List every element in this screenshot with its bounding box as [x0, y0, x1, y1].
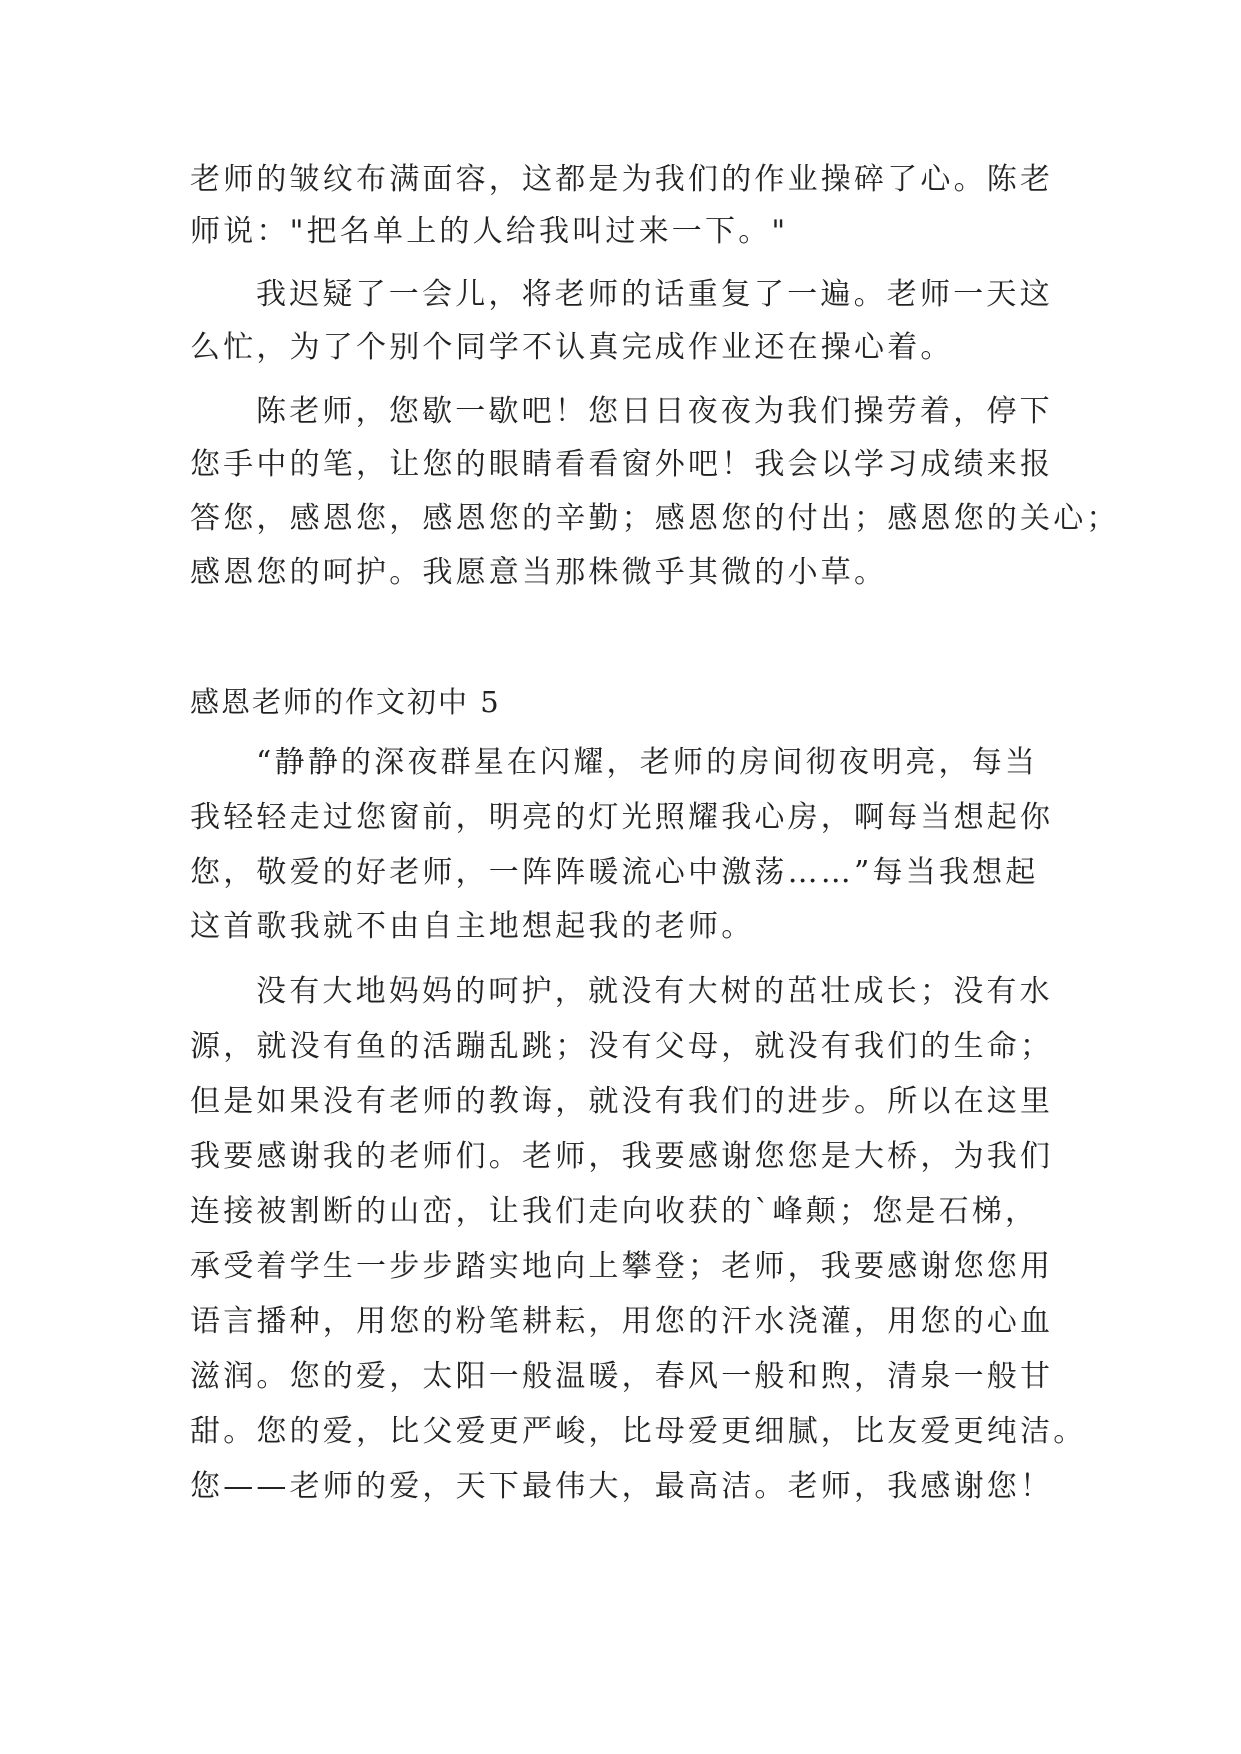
paragraph-line: 我要感谢我的老师们。老师，我要感谢您您是大桥，为我们	[190, 1139, 1054, 1174]
paragraph-line: 您，敬爱的好老师，一阵阵暖流心中激荡……”每当我想起	[190, 855, 1039, 890]
paragraph-line: 没有大地妈妈的呵护，就没有大树的茁壮成长；没有水	[256, 974, 1053, 1009]
paragraph-line: 老师的皱纹布满面容，这都是为我们的作业操碎了心。陈老	[190, 162, 1054, 197]
paragraph-line: 但是如果没有老师的教诲，就没有我们的进步。所以在这里	[190, 1084, 1054, 1119]
paragraph-line: 我轻轻走过您窗前，明亮的灯光照耀我心房，啊每当想起你	[190, 800, 1054, 835]
paragraph-line: “静静的深夜群星在闪耀，老师的房间彻夜明亮，每当	[256, 745, 1039, 780]
paragraph-line: 答您，感恩您，感恩您的辛勤；感恩您的付出；感恩您的关心；	[190, 501, 1120, 536]
paragraph-line: 您——老师的爱，天下最伟大，最高洁。老师，我感谢您！	[190, 1469, 1054, 1504]
paragraph-line: 语言播种，用您的粉笔耕耘，用您的汗水浇灌，用您的心血	[190, 1304, 1054, 1339]
paragraph-line: 您手中的笔，让您的眼睛看看窗外吧！我会以学习成绩来报	[190, 447, 1054, 482]
paragraph-line: 师说："把名单上的人给我叫过来一下。"	[190, 214, 789, 249]
paragraph-line: 我迟疑了一会儿，将老师的话重复了一遍。老师一天这	[256, 277, 1053, 312]
paragraph-line: 感恩您的呵护。我愿意当那株微乎其微的小草。	[190, 555, 888, 590]
section-heading: 感恩老师的作文初中 5	[190, 685, 501, 719]
paragraph-line: 承受着学生一步步踏实地向上攀登；老师，我要感谢您您用	[190, 1249, 1054, 1284]
paragraph-line: 滋润。您的爱，太阳一般温暖，春风一般和煦，清泉一般甘	[190, 1359, 1054, 1394]
paragraph-line: 连接被割断的山峦，让我们走向收获的`峰颠；您是石梯，	[190, 1194, 1039, 1229]
paragraph-line: 这首歌我就不由自主地想起我的老师。	[190, 909, 755, 944]
paragraph-line: 陈老师，您歇一歇吧！您日日夜夜为我们操劳着，停下	[256, 394, 1053, 429]
paragraph-line: 么忙，为了个别个同学不认真完成作业还在操心着。	[190, 330, 954, 365]
paragraph-line: 甜。您的爱，比父爱更严峻，比母爱更细腻，比友爱更纯洁。	[190, 1414, 1087, 1449]
paragraph-line: 源，就没有鱼的活蹦乱跳；没有父母，就没有我们的生命；	[190, 1029, 1054, 1064]
